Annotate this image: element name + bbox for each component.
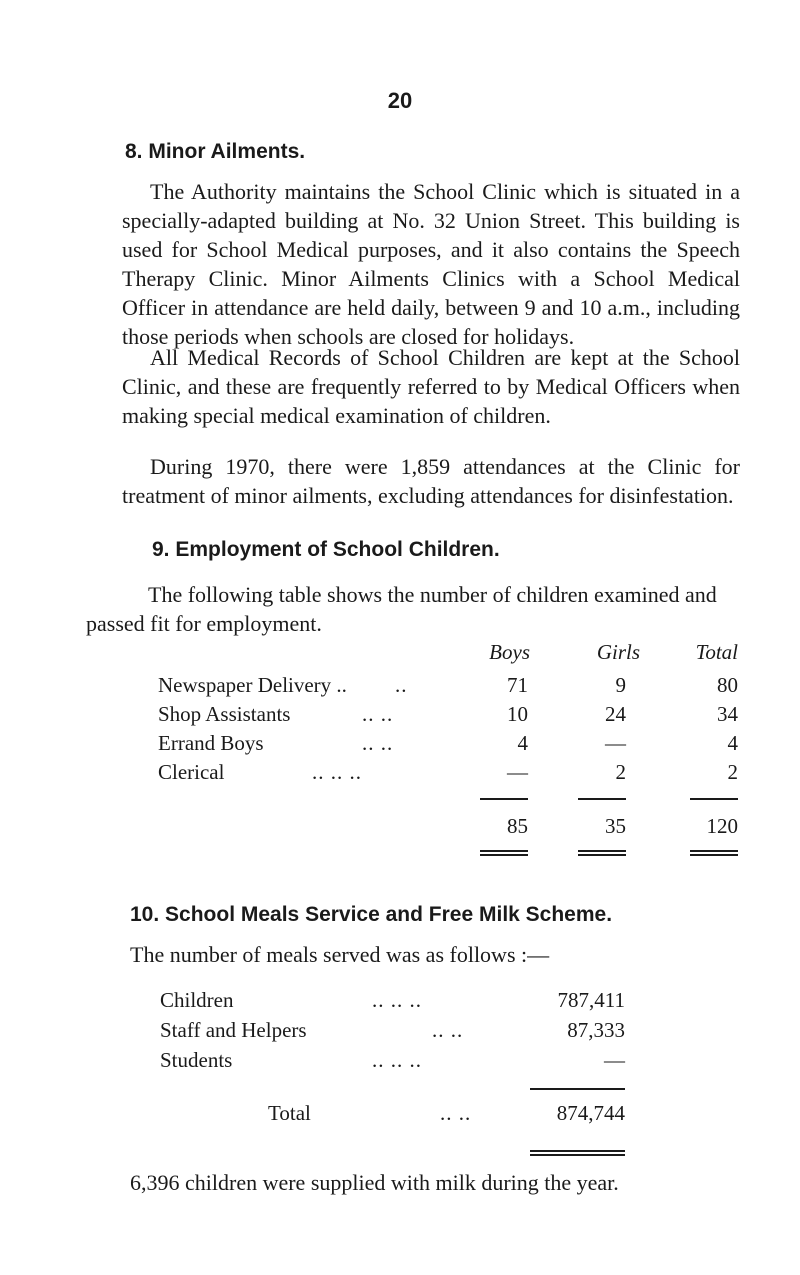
- total-label: Total: [268, 1101, 311, 1125]
- meals-table: [0, 988, 800, 1125]
- section-heading-employment: 9. Employment of School Children.: [152, 538, 500, 561]
- cell-total: 34: [717, 702, 738, 726]
- table-row: [0, 1018, 800, 1044]
- leader-dots: ..: [395, 673, 408, 697]
- section-heading-minor-ailments: 8. Minor Ailments.: [125, 140, 306, 163]
- double-rule: [578, 854, 626, 856]
- double-rule: [578, 850, 626, 852]
- column-header-girls: Girls: [596, 640, 640, 664]
- meals-total-row: [0, 1101, 800, 1127]
- row-label: Shop Assistants: [158, 702, 291, 726]
- total-girls: 35: [605, 814, 626, 838]
- row-label: Children: [160, 988, 234, 1012]
- table-row: [0, 673, 800, 699]
- section-heading-meals: 10. School Meals Service and Free Milk Scheme.: [130, 903, 613, 926]
- total-value: 874,744: [556, 1101, 625, 1125]
- row-label: Errand Boys: [158, 731, 264, 755]
- cell-value: —: [604, 1048, 625, 1072]
- column-header-boys: Boys: [489, 640, 530, 664]
- cell-total: 80: [717, 673, 738, 697]
- table-row: [0, 760, 800, 786]
- row-label: Clerical: [158, 760, 225, 784]
- row-label: Students: [160, 1048, 233, 1072]
- meals-intro: The number of meals served was as follows :—: [130, 942, 550, 967]
- row-label: Staff and Helpers: [160, 1018, 307, 1042]
- leader-dots: .. .. ..: [372, 1048, 422, 1072]
- employment-intro: The following table shows the number of children examined and passed fit for employment.: [86, 582, 717, 636]
- page-number: 20: [387, 88, 413, 113]
- cell-boys: 4: [517, 731, 528, 755]
- double-rule: [480, 850, 528, 852]
- cell-total: 4: [727, 731, 738, 755]
- leader-dots: .. ..: [440, 1101, 472, 1125]
- subtotal-rule: [578, 798, 626, 800]
- cell-girls: 24: [605, 702, 626, 726]
- cell-value: 87,333: [567, 1018, 625, 1042]
- cell-boys: 71: [507, 673, 528, 697]
- column-header-total: Total: [695, 640, 738, 664]
- table-row: [0, 988, 800, 1014]
- double-rule: [690, 850, 738, 852]
- table-row: [0, 731, 800, 757]
- total-total: 120: [706, 814, 738, 838]
- subtotal-rule: [530, 1088, 625, 1090]
- total-boys: 85: [507, 814, 528, 838]
- cell-girls: 2: [615, 760, 626, 784]
- cell-boys: —: [507, 760, 528, 784]
- leader-dots: .. .. ..: [312, 760, 362, 784]
- row-label: Newspaper Delivery ..: [158, 673, 347, 697]
- subtotal-rule: [480, 798, 528, 800]
- subtotal-rule: [690, 798, 738, 800]
- table-row: [0, 1048, 800, 1074]
- paragraph-clinic: The Authority maintains the School Clinic which is situated in a specially-adapted building at No. 32 Union Street. This building is used for School Medical purposes, and it also contains the Speech Therapy Clinic. Minor Ailments Clinics with a School Medical Officer in attendance are held daily, between 9 and 10 a.m., including those periods when schools are closed for holidays.: [122, 179, 740, 349]
- cell-total: 2: [727, 760, 738, 784]
- cell-girls: —: [605, 731, 626, 755]
- totals-row: [0, 814, 800, 840]
- paragraph-records: All Medical Records of School Children are kept at the School Clinic, and these are frequently referred to by Medical Officers when making special medical examination of children.: [122, 345, 740, 428]
- double-rule: [530, 1150, 625, 1152]
- leader-dots: .. ..: [362, 702, 394, 726]
- leader-dots: .. ..: [432, 1018, 464, 1042]
- paragraph-attendances: During 1970, there were 1,859 attendances at the Clinic for treatment of minor ailments, excluding attendances for disinfestation.: [122, 454, 740, 508]
- double-rule: [480, 854, 528, 856]
- cell-girls: 9: [615, 673, 626, 697]
- employment-table-header: [0, 640, 800, 666]
- leader-dots: .. ..: [362, 731, 394, 755]
- cell-boys: 10: [507, 702, 528, 726]
- double-rule: [690, 854, 738, 856]
- leader-dots: .. .. ..: [372, 988, 422, 1012]
- cell-value: 787,411: [557, 988, 625, 1012]
- milk-note: 6,396 children were supplied with milk during the year.: [130, 1170, 619, 1195]
- employment-table: [0, 640, 800, 860]
- table-row: [0, 702, 800, 728]
- double-rule: [530, 1154, 625, 1156]
